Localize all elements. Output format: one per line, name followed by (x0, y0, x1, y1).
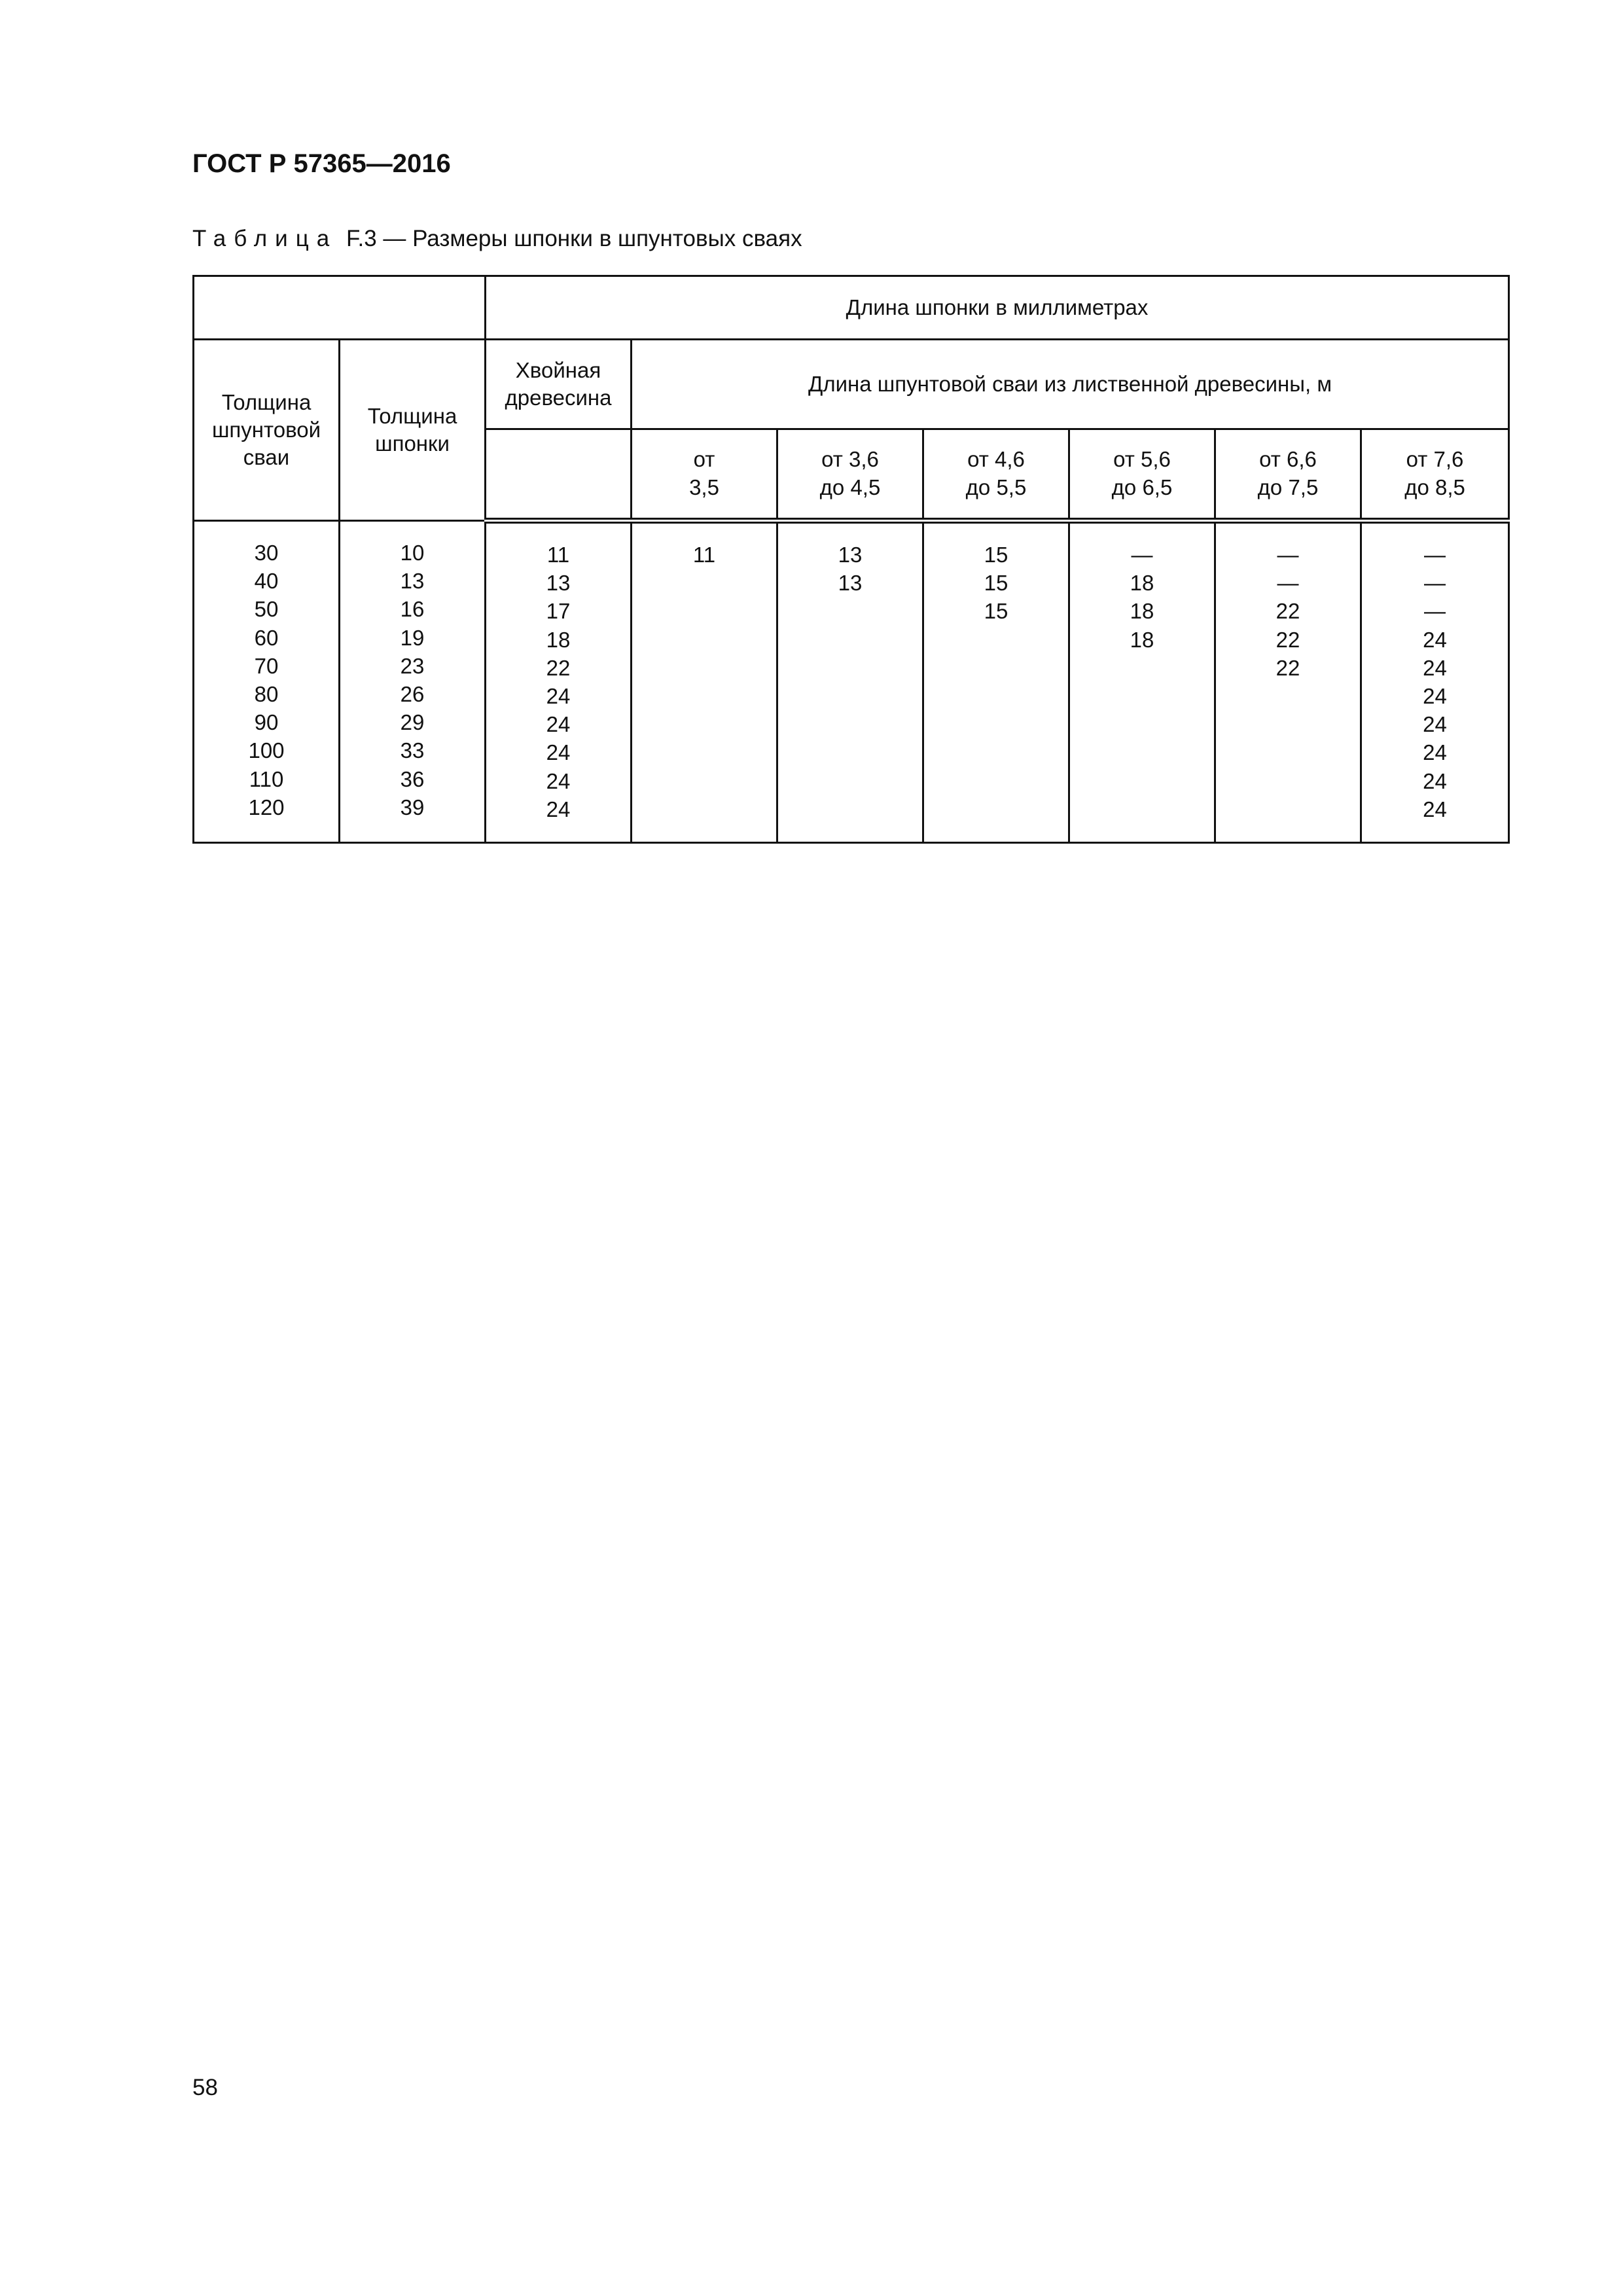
table-cell: — (1277, 543, 1299, 567)
table-cell (1216, 795, 1360, 823)
table-cell (1070, 654, 1214, 682)
range-line: до 4,5 (819, 475, 881, 499)
table-cell (632, 654, 776, 682)
key-dimensions-table (192, 275, 1510, 844)
table-cell: 19 (400, 625, 425, 650)
col-range-2 (777, 521, 923, 843)
table-cell: 13 (400, 569, 425, 594)
table-cell (632, 767, 776, 795)
header-key-thickness: Толщина шпонки (340, 340, 486, 521)
table-cell (632, 597, 776, 625)
table-cell: 10 (400, 541, 425, 565)
table-cell: 33 (400, 738, 425, 763)
table-cell: 15 (984, 599, 1008, 624)
header-key-length: Длина шпонки в миллиметрах (486, 276, 1509, 340)
table-cell (1070, 682, 1214, 710)
table-cell: 24 (546, 768, 571, 793)
range-line: от 7,6 (1406, 446, 1464, 471)
table-cell (1216, 682, 1360, 710)
table-cell (778, 597, 922, 625)
table-cell: 22 (1275, 599, 1300, 624)
table-cell (924, 682, 1068, 710)
table-cell: 24 (1423, 768, 1447, 793)
table-cell: 80 (254, 681, 279, 706)
table-cell (632, 569, 776, 597)
table-cell: 24 (546, 683, 571, 708)
table-cell: — (1424, 543, 1446, 567)
table-cell: 13 (838, 543, 863, 567)
range-line: до 7,5 (1257, 475, 1319, 499)
range-line: от 3,6 (821, 446, 879, 471)
table-cell (778, 767, 922, 795)
range-line: от 4,6 (967, 446, 1025, 471)
table-cell: 29 (400, 710, 425, 735)
col-range-5 (1215, 521, 1361, 843)
range-line: от 5,6 (1113, 446, 1171, 471)
table-cell (1070, 767, 1214, 795)
table-cell (1216, 710, 1360, 738)
table-cell: 70 (254, 653, 279, 678)
col-coniferous (486, 521, 632, 843)
col-range-3 (923, 521, 1069, 843)
table-cell: 13 (838, 571, 863, 596)
table-cell (924, 767, 1068, 795)
table-cell: 24 (1423, 740, 1447, 765)
table-cell (778, 682, 922, 710)
table-cell (632, 626, 776, 654)
header-pile-thickness: Толщина шпунтовой сваи (194, 340, 340, 521)
table-cell: 24 (1423, 712, 1447, 737)
table-cell (1216, 767, 1360, 795)
table-cell: 120 (248, 795, 285, 819)
page-number: 58 (192, 2075, 218, 2100)
table-cell: 110 (249, 766, 284, 791)
table-cell: 15 (984, 571, 1008, 596)
range-line: до 6,5 (1111, 475, 1173, 499)
table-cell: 13 (546, 571, 571, 596)
table-cell: 17 (546, 599, 571, 624)
table-cell: 24 (1423, 683, 1447, 708)
header-range-4 (1069, 429, 1215, 521)
table-cell (778, 738, 922, 766)
table-cell: 30 (254, 541, 279, 565)
header-coniferous-empty (486, 429, 632, 521)
header-range-2 (777, 429, 923, 521)
header-range-1 (632, 429, 777, 521)
caption-text: F.3 — Размеры шпонки в шпунтовых сваях (346, 226, 802, 251)
table-cell: 23 (400, 653, 425, 678)
table-cell (924, 738, 1068, 766)
header-deciduous-group: Длина шпунтовой сваи из лиственной древесины, м (632, 340, 1509, 429)
table-cell: 18 (1130, 571, 1154, 596)
table-cell (924, 710, 1068, 738)
header-coniferous: Хвойная древесина (486, 340, 632, 429)
table-cell (778, 710, 922, 738)
col-pile-thickness (194, 521, 340, 843)
table-cell: 16 (400, 597, 425, 622)
table-cell (778, 795, 922, 823)
table-cell: — (1424, 571, 1446, 596)
table-cell (924, 626, 1068, 654)
table-cell: 11 (546, 543, 570, 567)
header-empty-corner (194, 276, 486, 340)
caption-label: Таблица (192, 226, 338, 251)
table-cell: 18 (1130, 599, 1154, 624)
table-cell: 24 (546, 712, 571, 737)
table-cell: 24 (546, 797, 571, 821)
table-cell (632, 738, 776, 766)
col-range-4 (1069, 521, 1215, 843)
table-cell: 36 (400, 766, 425, 791)
range-line: до 8,5 (1404, 475, 1465, 499)
table-cell: 24 (1423, 627, 1447, 652)
table-cell (778, 654, 922, 682)
document-code: ГОСТ Р 57365—2016 (192, 149, 451, 178)
table-cell: 40 (254, 569, 279, 594)
table-cell (632, 795, 776, 823)
header-range-5 (1215, 429, 1361, 521)
range-line: от 6,6 (1259, 446, 1317, 471)
table-cell: 50 (254, 597, 279, 622)
table-cell (1070, 795, 1214, 823)
table-cell: 22 (1275, 627, 1300, 652)
table-cell: 26 (400, 681, 425, 706)
table-cell: 22 (546, 655, 571, 680)
table-cell: 18 (1130, 627, 1154, 652)
range-line: 3,5 (689, 475, 719, 499)
table-cell (1070, 710, 1214, 738)
table-cell: — (1424, 599, 1446, 624)
table-cell (1070, 738, 1214, 766)
table-cell: 15 (984, 543, 1008, 567)
range-line: от (693, 446, 715, 471)
table-cell: 90 (254, 710, 279, 735)
table-cell: 18 (546, 627, 571, 652)
col-key-thickness (340, 521, 486, 843)
table-cell: — (1131, 543, 1153, 567)
table-cell: 11 (692, 543, 716, 567)
table-cell: 24 (1423, 655, 1447, 680)
table-cell (1216, 738, 1360, 766)
table-cell (778, 626, 922, 654)
col-range-1 (632, 521, 777, 843)
col-range-6 (1361, 521, 1509, 843)
table-data-row (194, 521, 1509, 843)
table-container (192, 275, 1510, 844)
table-cell: 22 (1275, 655, 1300, 680)
table-cell (924, 654, 1068, 682)
table-cell (632, 682, 776, 710)
table-cell: 100 (248, 738, 285, 763)
table-cell: 24 (1423, 797, 1447, 821)
range-line: до 5,5 (965, 475, 1027, 499)
table-cell (632, 710, 776, 738)
table-cell (924, 795, 1068, 823)
table-cell: 39 (400, 795, 425, 819)
table-cell: — (1277, 571, 1299, 596)
header-range-6 (1361, 429, 1509, 521)
header-range-3 (923, 429, 1069, 521)
table-cell: 60 (254, 625, 279, 650)
table-cell: 24 (546, 740, 571, 765)
table-caption (192, 226, 802, 252)
